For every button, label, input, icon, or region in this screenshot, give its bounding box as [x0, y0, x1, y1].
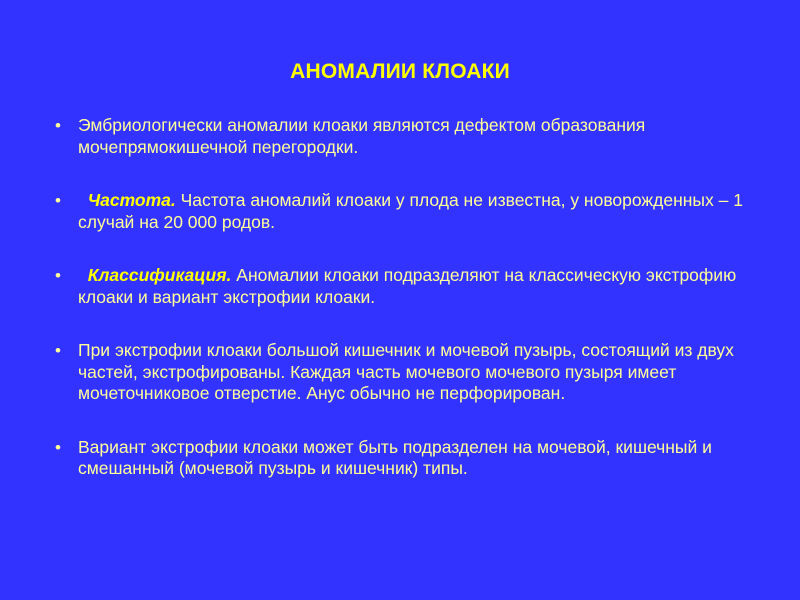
- bullet-list: [55, 115, 755, 512]
- item-lead: Частота.: [87, 190, 176, 210]
- item-lead: Классификация.: [87, 265, 232, 285]
- bullet-icon: •: [55, 437, 61, 457]
- list-item: [55, 190, 755, 233]
- slide-title: АНОМАЛИИ КЛОАКИ: [290, 60, 510, 83]
- item-text: Эмбриологически аномалии клоаки являются дефектом образования мочепрямокишечной перегородки.: [78, 115, 646, 157]
- list-item: [55, 340, 755, 405]
- bullet-icon: •: [55, 266, 61, 285]
- bullet-icon: •: [55, 191, 61, 210]
- bullet-icon: •: [55, 116, 61, 135]
- list-item: [55, 115, 755, 158]
- item-text: Частота аномалий клоаки у плода не известна, у новорожденных – 1 случай на 20 000 родов.: [78, 190, 743, 232]
- list-item: [55, 265, 755, 308]
- item-text: Вариант экстрофии клоаки может быть подразделен на мочевой, кишечный и смешанный (мочевой пузырь и кишечник) типы.: [78, 436, 712, 478]
- item-text: Аномалии клоаки подразделяют на классическую экстрофию клоаки и вариант экстрофии клоаки.: [78, 265, 737, 307]
- item-text: При экстрофии клоаки большой кишечник и мочевой пузырь, состоящий из двух частей, экстрофированы. Каждая часть мочевого мочевого пузыря имеет мочеточниковое отверстие. Анус обычно не перфорирован.: [78, 340, 734, 403]
- bullet-icon: •: [55, 341, 61, 360]
- list-item: [55, 437, 755, 480]
